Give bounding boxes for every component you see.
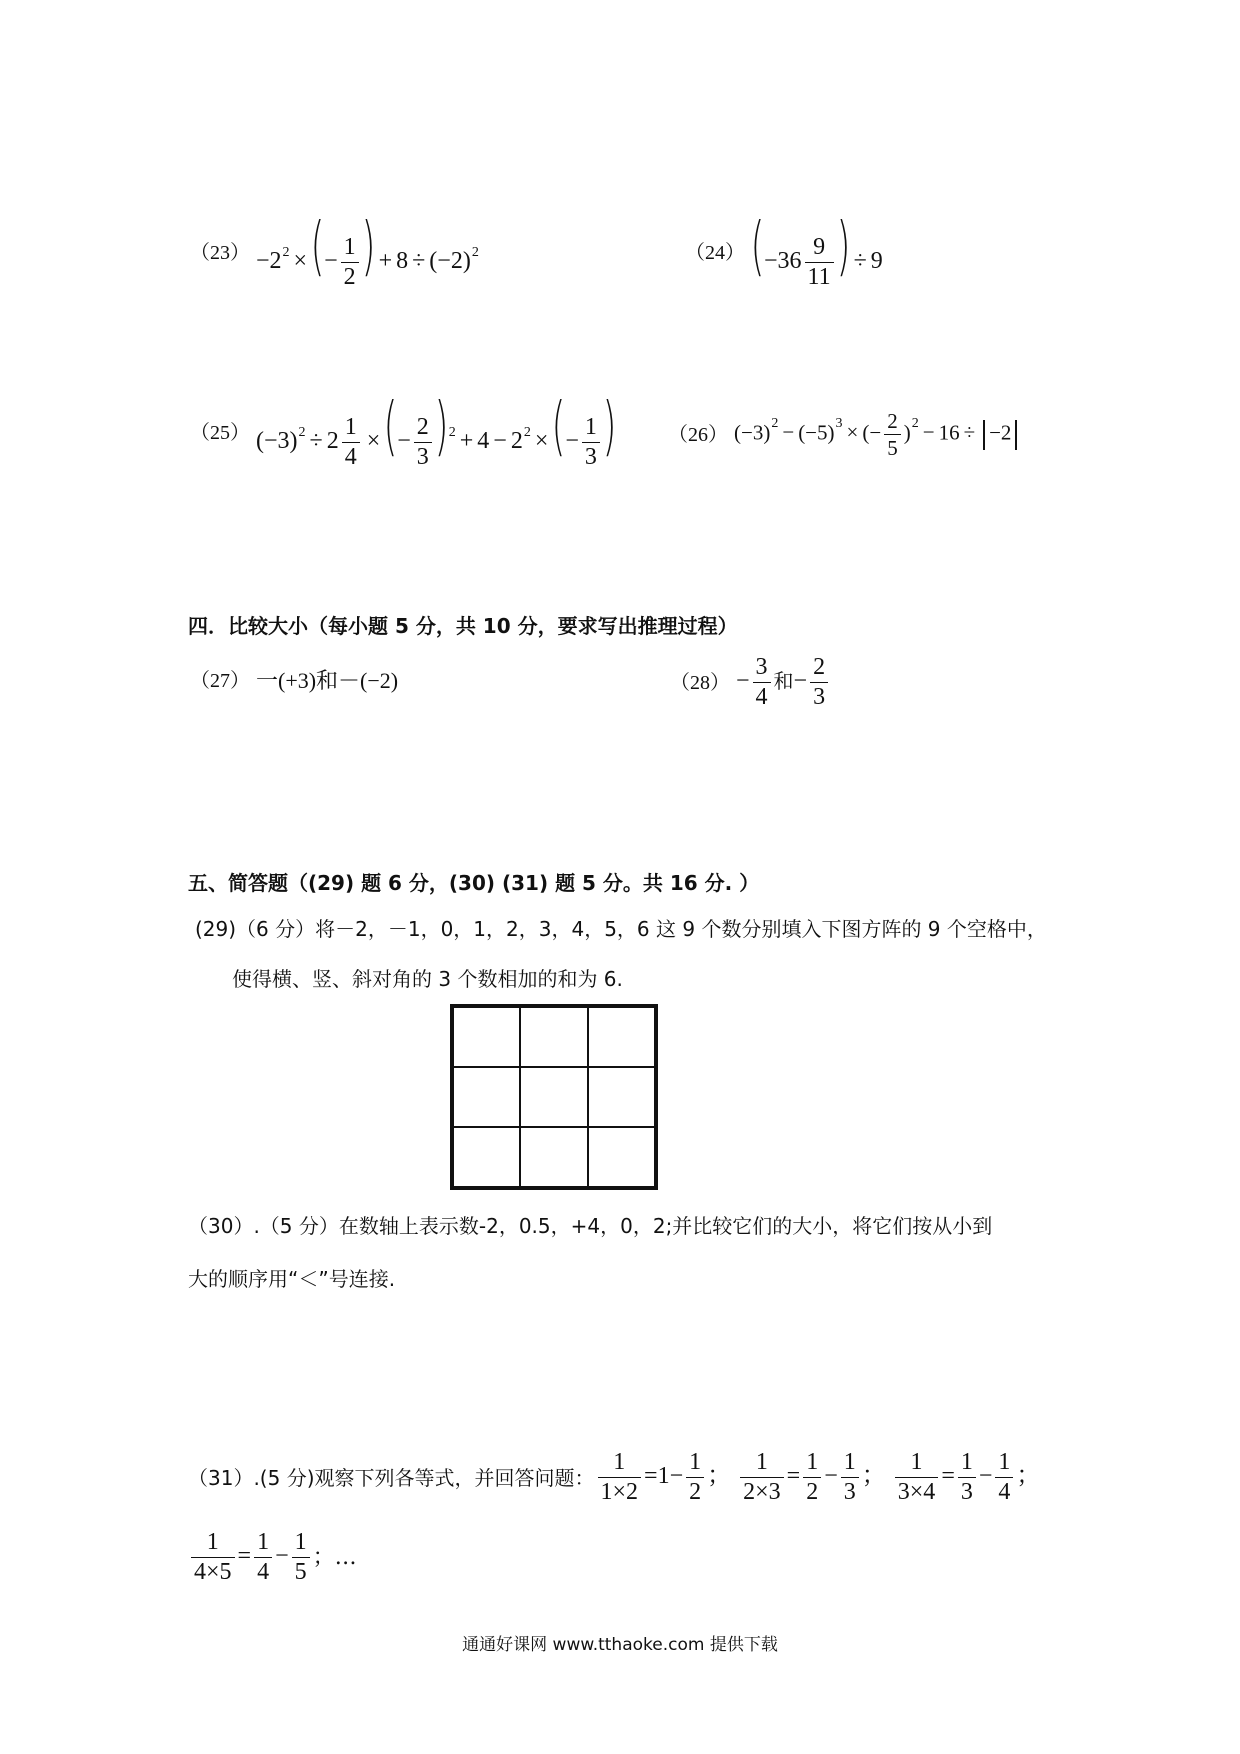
problem-27 [190, 670, 398, 692]
q31-lead: （31）.(5 分)观察下列各等式，并回答问题： [188, 1465, 595, 1490]
problem-24 [685, 210, 883, 290]
math-expression: $-2^2$ ×(− $\frac{1}{2}$ ) + $8 \div (-2)^2$ [256, 210, 479, 290]
math-expression: $(-3)^2 \div 2$ $\frac{1}{4}$ ×(− $\frac{2}{3}$ )$^2 + 4 - 2^2$ ×(− $\frac{1}{3}$ ) [256, 390, 617, 470]
grid-cell [520, 1067, 587, 1127]
problem-26 [668, 410, 1021, 459]
math-expression: $\frac{1}{1\times 2}$ =1− $\frac{1}{2}$ ； $\frac{1}{2\times 3}$ = $\frac{1}{2}$ − $\frac{1}{3}$ ； $\frac{1}{3\times 4}$ = $\frac{1}{3}$ − $\frac{1}{4}$ ； [595, 1450, 1041, 1505]
and-word: 和 [773, 669, 794, 694]
math-expression: $(-3)^2 - (-5)^3$ × (− $\frac{2}{5}$ )$^2$ − 16 ÷ −2 [734, 410, 1021, 459]
section-5-heading: 五、简答题（(29) 题 6 分，(30) (31) 题 5 分。共 16 分. ） [188, 871, 760, 895]
q29-line2: 使得横、竖、斜对角的 3 个数相加的和为 6. [232, 967, 623, 991]
math-expression: − $\frac{3}{4}$ 和− $\frac{2}{3}$ [736, 655, 831, 710]
q30-line2: 大的顺序用“＜”号连接. [188, 1267, 396, 1291]
footer: 通通好课网 www.tthaoke.com 提供下载 [462, 1635, 778, 1655]
problem-number: （28） [670, 671, 730, 694]
section-4-heading: 四．比较大小（每小题 5 分，共 10 分，要求写出推理过程） [188, 614, 738, 638]
math-expression: 一(+3)和－(−2) [256, 668, 399, 693]
q30-line1: （30）.（5 分）在数轴上表示数-2，0.5，+4，0，2;并比较它们的大小，将它们按从小到 [188, 1214, 993, 1238]
grid-cell [588, 1007, 655, 1067]
q31-tail: ；… [312, 1544, 357, 1570]
magic-square-grid [450, 1004, 658, 1190]
problem-number: （25） [190, 421, 250, 444]
grid-cell [588, 1067, 655, 1127]
grid-cell [453, 1067, 520, 1127]
problem-28 [670, 655, 831, 710]
grid-cell [453, 1007, 520, 1067]
grid-cell [520, 1007, 587, 1067]
problem-25 [190, 390, 617, 470]
problem-31-line2 [188, 1530, 357, 1585]
math-expression: (−36 $\frac{9}{11}$ ) ÷ 9 [750, 210, 883, 290]
problem-23 [190, 210, 479, 290]
q29-line1: (29)（6 分）将－2，－1，0，1，2，3，4，5，6 这 9 个数分别填入下图方阵的 9 个空格中， [195, 917, 1047, 941]
grid-cell [453, 1127, 520, 1187]
problem-number: （27） [190, 670, 250, 692]
math-expression: $\frac{1}{4\times 5}$ = $\frac{1}{4}$ − $\frac{1}{5}$ [188, 1530, 313, 1585]
problem-number: （24） [685, 241, 745, 264]
grid-cell [520, 1127, 587, 1187]
problem-31-line1 [188, 1450, 1040, 1505]
grid-cell [588, 1127, 655, 1187]
problem-number: （23） [190, 241, 250, 264]
problem-number: （26） [668, 423, 728, 446]
